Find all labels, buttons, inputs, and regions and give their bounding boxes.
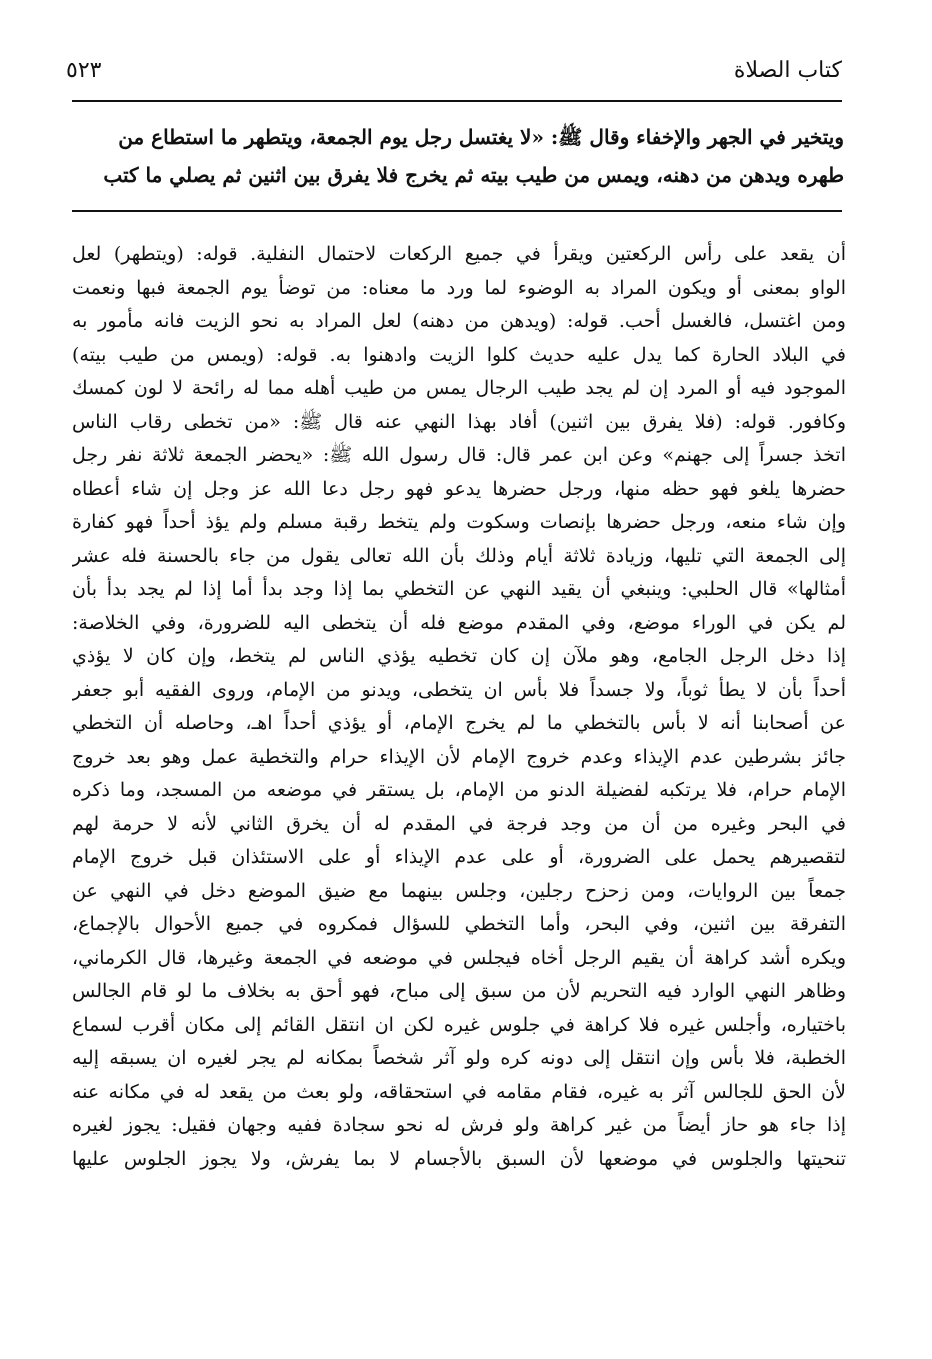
commentary-line: تنحيتها والجلوس في موضعها لأن السبق بالأجسام لا بما يفرش، ولا يجوز الجلوس عليها [72, 1147, 846, 1170]
commentary-line: حضرها يلغو فهو حظه منها، ورجل حضرها يدعو فهو رجل دعا الله عز وجل إن شاء أعطاه [72, 477, 846, 500]
commentary-line: وإن شاء منعه، ورجل حضرها بإنصات وسكوت ولم يتخط رقبة مسلم ولم يؤذ أحداً فهو كفارة [72, 511, 846, 533]
commentary-line: إلى الجمعة التي تليها، وزيادة ثلاثة أيام وذلك بأن الله تعالى يقول من جاء بالحسنة فله عشر [72, 544, 846, 567]
commentary-line: وكافور. قوله: (فلا يفرق بين اثنين) أفاد بهذا النهي عنه قال ﷺ: «من تخطى رقاب الناس [72, 410, 846, 433]
commentary-line: وظاهر النهي الوارد فيه التحريم لأن من سبق إلى مباح، فهو أحق به بخلاف ما لو قام الجالس [72, 980, 846, 1002]
commentary-line: إذا جاء هو حاز أيضاً من غير كراهة ولو فرش له نحو سجادة ففيه وجهان فقيل: يجوز لغيره [72, 1114, 846, 1136]
commentary-line: ويكره أشد كراهة أن يقيم الرجل أخاه فيجلس في موضعه في الجمعة وغيرها، قال الكرماني، [72, 946, 846, 969]
commentary-line: الواو بمعنى أو ويكون المراد به الوضوء لما ورد ما معناه: من توضأ يوم الجمعة فبها ونعمت [72, 276, 846, 299]
header-divider [72, 100, 842, 102]
commentary-line: لم يكن في الوراء موضع، وفي المقدم موضع فله أن يتخطى اليه للضرورة، وفي الخلاصة: [72, 611, 846, 634]
commentary-line: جائز بشرطين عدم الإيذاء وعدم خروج الإمام لأن الإيذاء حرام والتخطية عمل وهو بعد خروج [72, 745, 846, 768]
commentary-text [72, 238, 846, 1176]
commentary-line: الموجود فيه أو المرد إن لم يجد طيب الرجال يمس من طيب أهله مما له رائحة لا لون كمسك [72, 377, 846, 399]
commentary-line: الخطبة، فلا بأس وإن انتقل إلى دونه كره ولو آثر شخصاً بمكانه لم يجر لغيره ان يسبقه إليه [72, 1047, 846, 1069]
commentary-line: أمثالها» قال الحلبي: وينبغي أن يقيد النهي عن التخطي بما إذا وجد بدأ أما إذا لم يجد بدأ بأن [72, 578, 846, 600]
commentary-line: إذا دخل الرجل الجامع، وهو ملآن إن كان تخطيه يؤذي الناس لم يتخط، وإن كان لا يؤذي [72, 645, 846, 667]
commentary-line: ومن اغتسل، فالغسل أحب. قوله: (ويدهن من دهنه) لعل المراد به نحو الزيت فانه مأمور به [72, 310, 846, 332]
matn-divider [72, 210, 842, 212]
commentary-line: التفرقة بين اثنين، وفي البحر، وأما التخطي للسؤال فمكروه في جميع الأحوال بالإجماع، [72, 913, 846, 935]
matn-line: ويتخير في الجهر والإخفاء وقال ﷺ: «لا يغتسل رجل يوم الجمعة، ويتطهر ما استطاع من [118, 125, 844, 149]
book-title: كتاب الصلاة [733, 57, 842, 83]
page-number: ٥٢٣ [66, 57, 102, 83]
commentary-line: في البلاد الحارة كما يدل عليه حديث كلوا الزيت وادهنوا به. قوله: (ويمس من طيب بيته) [72, 343, 846, 366]
commentary-line: أحداً بأن لا يطأ ثوباً، ولا جسداً فلا بأس ان يتخطى، ويدنو من الإمام، وروى الفقيه أبو جعفر [72, 678, 846, 701]
commentary-line: عن أصحابنا أنه لا بأس بالتخطي ما لم يخرج الإمام، أو يؤذي أحداً اهـ، وحاصله أن التخطي [72, 712, 846, 734]
commentary-line: لتقصيرهم يحمل على الضرورة، أو على عدم الإيذاء أو على الاستئذان قبل خروج الإمام [72, 846, 846, 868]
commentary-line: في البحر وغيره من أن من وجد فرجة في المقدم له أن يخرق الثاني لأنه لا حرمة لهم [72, 812, 846, 835]
commentary-line: باختياره، وأجلس غيره فلا كراهة في جلوس غيره لكن ان انتقل القائم إلى مكان أقرب لسماع [72, 1013, 846, 1036]
running-header [66, 50, 842, 90]
commentary-line: اتخذ جسراً إلى جهنم» وعن ابن عمر قال: قال رسول الله ﷺ: «يحضر الجمعة ثلاثة نفر رجل [72, 444, 846, 466]
matn-text [72, 118, 844, 194]
commentary-line: أن يقعد على رأس الركعتين ويقرأ في جميع الركعات لاحتمال النفلية. قوله: (ويتطهر) لعل [72, 243, 846, 265]
commentary-line: الإمام حرام، فلا يرتكبه لفضيلة الدنو من الإمام، بل يستقر في موضعه من المسجد، وما ذكره [72, 779, 846, 801]
commentary-line: لأن الحق للجالس آثر به غيره، فقام مقامه في استحقاقه، ولو بعث من يقعد له في مكانه عنه [72, 1080, 846, 1103]
commentary-line: جمعاً بين الروايات، ومن زحزح رجلين، وجلس بينهما مع ضيق الموضع دخل في النهي عن [72, 879, 846, 902]
matn-line: طهره ويدهن من دهنه، ويمس من طيب بيته ثم يخرج فلا يفرق بين اثنين ثم يصلي ما كتب [103, 163, 844, 187]
